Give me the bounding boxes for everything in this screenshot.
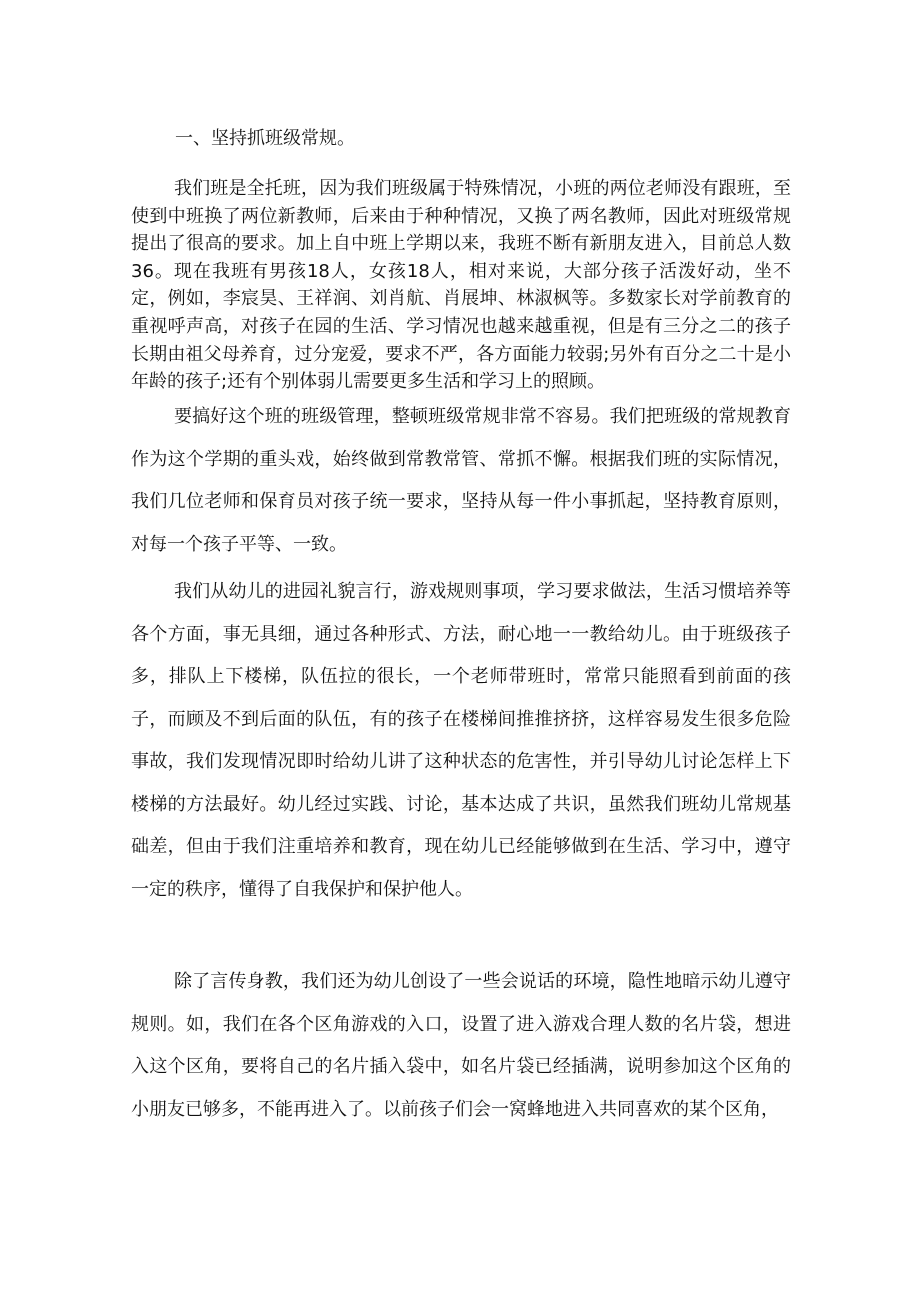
paragraph-class-situation: 我们班是全托班，因为我们班级属于特殊情况，小班的两位老师没有跟班，至使到中班换了两位新教师，后来由于种种情况，又换了两名教师，因此对班级常规提出了很高的要求。加上自中班上学期以来，我班不断有新朋友进入，目前总人数36。现在我班有男孩18人，女孩18人，相对来说，大部分孩子活泼好动，坐不定，例如，李宸昊、王祥润、刘肖航、肖展坤、林淑枫等。多数家长对学前教育的重视呼声高，对孩子在园的生活、学习情况也越来越重视，但是有三分之二的孩子长期由祖父母养育，过分宠爱，要求不严，各方面能力较弱;另外有百分之二十是小年龄的孩子;还有个别体弱儿需要更多生活和学习上的照顾。 bbox=[131, 178, 791, 393]
section-heading: 一、坚持抓班级常规。 bbox=[175, 128, 355, 149]
paragraph-routine-education: 我们从幼儿的进园礼貌言行，游戏规则事项，学习要求做法，生活习惯培养等各个方面，事无具细，通过各种形式、方法，耐心地一一教给幼儿。由于班级孩子多，排队上下楼梯，队伍拉的很长，一个老师带班时，常常只能照看到前面的孩子，而顾及不到后面的队伍，有的孩子在楼梯间推推挤挤，这样容易发生很多危险事故，我们发现情况即时给幼儿讲了这种状态的危害性，并引导幼儿讨论怎样上下楼梯的方法最好。幼儿经过实践、讨论，基本达成了共识，虽然我们班幼儿常规基础差，但由于我们注重培养和教育，现在幼儿已经能够做到在生活、学习中，遵守一定的秩序，懂得了自我保护和保护他人。 bbox=[131, 581, 791, 900]
paragraph-class-management: 要搞好这个班的班级管理，整顿班级常规非常不容易。我们把班级的常规教育作为这个学期的重头戏，始终做到常教常管、常抓不懈。根据我们班的实际情况，我们几位老师和保育员对孩子统一要求，坚持从每一件小事抓起，坚持教育原则，对每一个孩子平等、一致。 bbox=[131, 406, 791, 555]
paragraph-environment-rules: 除了言传身教，我们还为幼儿创设了一些会说话的环境，隐性地暗示幼儿遵守规则。如，我们在各个区角游戏的入口，设置了进入游戏合理人数的名片袋，想进入这个区角，要将自己的名片插入袋中，如名片袋已经插满，说明参加这个区角的小朋友已够多，不能再进入了。以前孩子们会一窝蜂地进入共同喜欢的某个区角， bbox=[131, 971, 791, 1120]
